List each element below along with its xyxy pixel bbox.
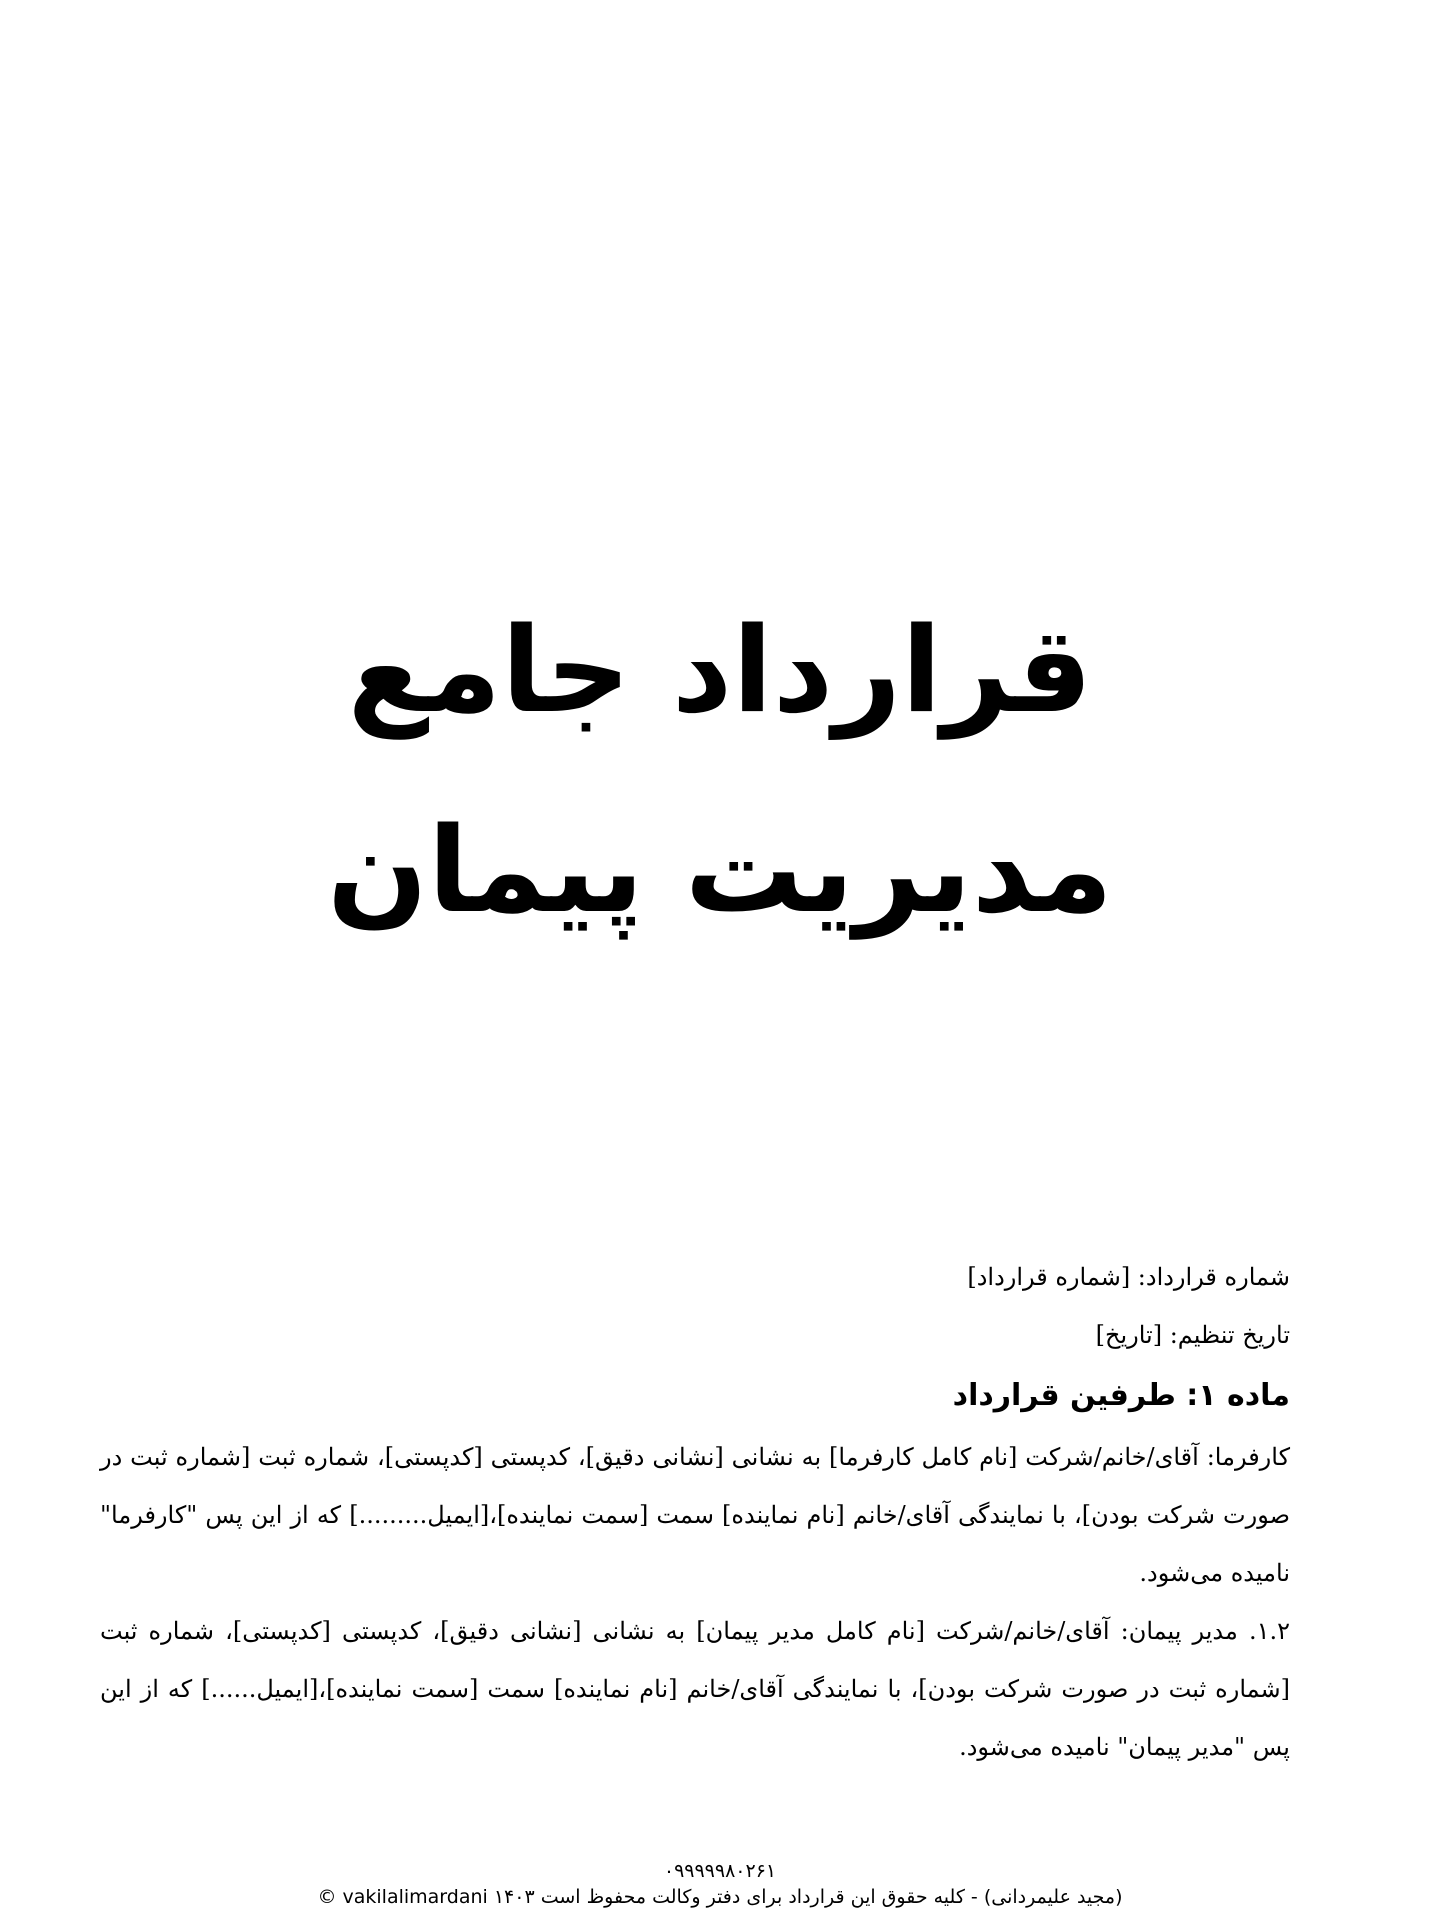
document-title: [0, 570, 1440, 970]
document-body: [100, 1248, 1290, 1776]
employer-paragraph: کارفرما: آقای/خانم/شرکت [نام کامل کارفرما] به نشانی [نشانی دقیق]، کدپستی [کدپستی]، شماره ثبت [شماره ثبت در صورت شرکت بودن]، با نمایندگی آقای/خانم [نام نماینده] سمت [سمت نماینده]،[ایمیل.........] که از این پس "کارفرما" نامیده می‌شود.: [100, 1443, 1290, 1587]
issue-date: تاریخ تنظیم: [تاریخ]: [1095, 1321, 1290, 1349]
article-1-heading: ماده ۱: طرفین قرارداد: [952, 1378, 1290, 1413]
footer-phone: ۰۹۹۹۹۹۸۰۲۶۱: [663, 1860, 777, 1882]
contract-number: شماره قرارداد: [شماره قرارداد]: [967, 1263, 1290, 1291]
title-line-2: مدیریت پیمان: [327, 801, 1113, 939]
page-footer: [0, 1858, 1440, 1910]
title-line-1: قرارداد جامع: [347, 601, 1093, 739]
project-manager-paragraph: ۱.۲. مدیر پیمان: آقای/خانم/شرکت [نام کامل مدیر پیمان] به نشانی [نشانی دقیق]، کدپستی [کدپستی]، شماره ثبت [شماره ثبت در صورت شرکت بودن]، با نمایندگی آقای/خانم [نام نماینده] سمت [سمت نماینده]،[ایمیل......] که از این پس "مدیر پیمان" نامیده می‌شود.: [100, 1617, 1290, 1761]
footer-copyright: (مجید علیمردانی) - کلیه حقوق این قرارداد برای دفتر وکالت محفوظ است vakilalimardani ۱۴۰۳ ©: [317, 1886, 1123, 1908]
